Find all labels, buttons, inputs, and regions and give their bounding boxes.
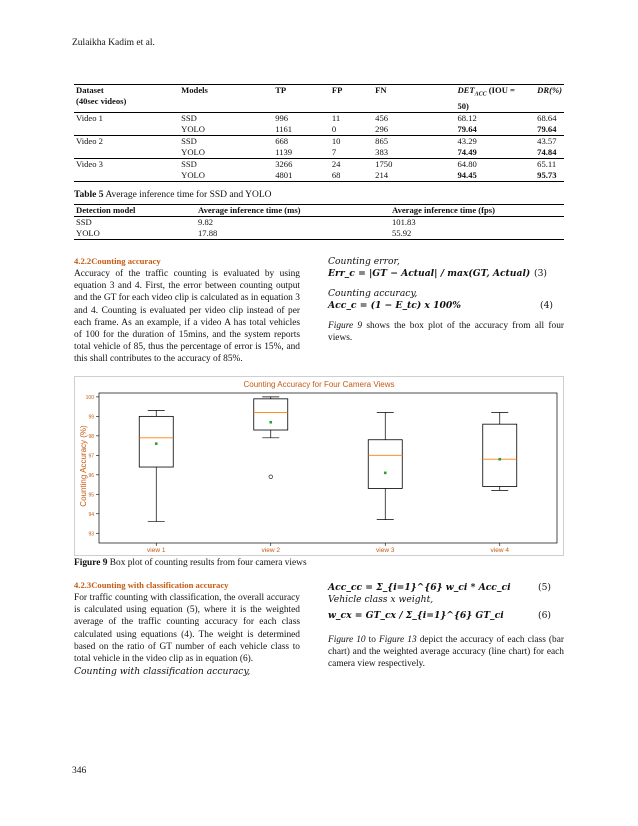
cell-det: 79.64 (457, 123, 477, 134)
x-tick-label: view 1 (147, 547, 166, 554)
eq5-label: Counting with classification accuracy, (74, 666, 251, 677)
table5-caption (74, 190, 272, 200)
cell-video (74, 170, 179, 182)
y-tick-label: 100 (85, 394, 94, 401)
cell-dr: 65.11 (535, 158, 564, 170)
fig10-ref: Figure 10 (328, 635, 366, 645)
cell-fp: 24 (330, 158, 373, 170)
figure9-label: Figure 9 (74, 558, 108, 568)
header-dataset: Dataset (76, 85, 104, 95)
y-tick-label: 93 (88, 531, 94, 538)
section-422-paragraph: Accuracy of the traffic counting is evaluated by using equation 3 and 4. First, the error between counting output and the GT for each video clip is calculated as in equation 3 and 4. Counting is evaluated per video clip instead of per each frame. As an example, if a video A has total vehicles of 100 for the duration of 15mins, and the system reports total vehicle of 85, thus the percentage of error is 15%, and this shall contributes to the accuracy of 85%. (74, 269, 300, 365)
cell-model: SSD (179, 112, 273, 124)
cell-video (74, 124, 179, 136)
header-dr: DR(%) (537, 85, 562, 95)
chart-plot-area (99, 393, 557, 543)
cell-tp: 996 (273, 112, 330, 124)
cell-dr: 95.73 (535, 170, 564, 182)
eq5-number: (5) (538, 582, 552, 593)
fig13-ref: Figure 13 (379, 635, 417, 645)
cell-dr: 79.64 (537, 123, 557, 134)
cell-fn: 296 (375, 123, 389, 134)
y-tick-label: 95 (88, 492, 94, 499)
fig-ref-mid: to (365, 635, 380, 645)
equation-5: Acc_cc = Σ_{i=1}^{6} w_ci * Acc_ci (328, 582, 511, 593)
mean-marker (269, 421, 272, 424)
x-tick-label: view 2 (261, 547, 280, 554)
x-tick-label: view 3 (376, 547, 395, 554)
page-number: 346 (72, 766, 87, 776)
table-row (74, 170, 564, 182)
cell-fn: 1750 (373, 158, 455, 170)
cell-fn: 456 (373, 112, 455, 124)
mean-marker (498, 458, 501, 461)
cell-dr: 43.57 (535, 135, 564, 147)
cell-dr: 68.64 (535, 112, 564, 124)
section-heading-422: 4.2.2Counting accuracy (74, 256, 161, 266)
table-row (74, 158, 564, 170)
cell-model: SSD (76, 217, 92, 227)
y-tick-label: 98 (88, 433, 94, 440)
mean-marker (155, 442, 158, 445)
cell-det: 94.45 (455, 170, 535, 182)
table-row (74, 228, 564, 240)
cell-model: SSD (179, 158, 273, 170)
chart-title: Counting Accuracy for Four Camera Views (243, 380, 395, 389)
y-tick-label: 94 (88, 511, 94, 518)
running-header-author: Zulaikha Kadim et al. (72, 38, 155, 48)
table5-caption-label: Table 5 (74, 190, 104, 200)
cell-video: Video 3 (74, 158, 179, 170)
cell-fn: 383 (375, 146, 389, 157)
outlier-point (269, 475, 273, 479)
box-plot-chart (75, 377, 563, 555)
table-row (74, 135, 564, 147)
eq4-number: (4) (540, 300, 554, 311)
cell-dr: 74.84 (537, 146, 557, 157)
header-tp: TP (275, 85, 287, 95)
header-det-rest2: 50) (457, 100, 469, 111)
header-detection-model: Detection model (76, 205, 136, 215)
cell-model: YOLO (179, 170, 273, 182)
cell-fp: 68 (330, 170, 373, 182)
table-header-row (74, 85, 564, 113)
box-iqr (483, 424, 517, 486)
fig9-reference-paragraph (328, 320, 564, 344)
fig-ref-text: depict the accuracy of each class (bar chart) and the weighted average accuracy (line chart) for each camera view respectively. (328, 635, 565, 670)
chart-y-axis-label: Counting Accuracy (%) (79, 425, 88, 507)
cell-model: SSD (179, 135, 273, 147)
cell-video: Video 2 (74, 135, 179, 147)
cell-model: YOLO (181, 146, 205, 157)
box-iqr (254, 399, 288, 430)
table-header-row (74, 205, 564, 217)
cell-det: 64.80 (455, 158, 535, 170)
header-det-sub: ACC (474, 91, 487, 98)
header-det: DET (457, 85, 475, 95)
cell-tp: 668 (273, 135, 330, 147)
cell-fn: 214 (373, 170, 455, 182)
cell-model: YOLO (74, 228, 196, 240)
section-423-paragraph: For traffic counting with classification, the overall accuracy is calculated using equation (5), where it is the weighted average of the traffic counting accuracy for each class calculated using equations (4). The weight is determined based on the ratio of GT number of each vehicle class to total vehicle in the video clip as in equation (6). (74, 593, 300, 665)
cell-fps: 101.83 (392, 217, 416, 227)
eq6-label: Vehicle class x weight, (328, 594, 434, 605)
header-fn: FN (375, 85, 387, 95)
cell-video: Video 1 (74, 112, 179, 124)
box-iqr (368, 440, 402, 489)
cell-det: 68.12 (455, 112, 535, 124)
cell-fp: 0 (331, 123, 337, 134)
cell-tp: 4801 (273, 170, 330, 182)
cell-tp: 1161 (275, 123, 293, 134)
figure9-caption-text: Box plot of counting results from four camera views (107, 558, 307, 568)
eq3-label: Counting error, (328, 256, 400, 267)
cell-fp: 7 (331, 146, 337, 157)
eq6-number: (6) (538, 610, 552, 621)
cell-fp: 10 (330, 135, 373, 147)
y-tick-label: 99 (88, 414, 94, 421)
section-heading-423: 4.2.3Counting with classification accuracy (74, 580, 229, 590)
header-dataset-sub: (40sec videos) (76, 96, 127, 106)
table-row (74, 147, 564, 159)
box-iqr (139, 416, 173, 467)
eq3-number: (3) (534, 268, 548, 279)
cell-fp: 11 (330, 112, 373, 124)
mean-marker (384, 472, 387, 475)
fig9-ref: Figure 9 (328, 321, 363, 331)
detection-results-table (74, 84, 564, 182)
fig9-ref-text: shows the box plot of the accuracy from all four views. (328, 321, 565, 344)
y-tick-label: 96 (88, 472, 94, 479)
table5-caption-text: Average inference time for SSD and YOLO (103, 190, 272, 200)
table-row (74, 124, 564, 136)
cell-model: YOLO (181, 123, 205, 134)
cell-video (74, 147, 179, 159)
equation-6: w_cx = GT_cx / Σ_{i=1}^{6} GT_ci (328, 610, 504, 621)
figure9-caption (74, 558, 307, 568)
cell-det: 74.49 (457, 146, 477, 157)
x-tick-label: view 4 (490, 547, 509, 554)
figure9-chart-frame (74, 376, 564, 556)
cell-fn: 865 (373, 135, 455, 147)
cell-det: 43.29 (455, 135, 535, 147)
cell-tp: 3266 (273, 158, 330, 170)
table-row (74, 217, 564, 229)
cell-fps: 55.92 (390, 228, 564, 240)
cell-ms: 17.88 (196, 228, 390, 240)
cell-ms: 9.82 (198, 217, 214, 227)
cell-tp: 1139 (275, 146, 293, 157)
inference-time-table (74, 204, 564, 240)
header-inference-ms: Average inference time (ms) (198, 205, 301, 215)
header-det-rest: (IOU = (486, 85, 515, 95)
y-tick-label: 97 (88, 453, 94, 460)
fig10-13-reference-paragraph (328, 634, 564, 671)
header-inference-fps: Average inference time (fps) (392, 205, 496, 215)
table-row (74, 112, 564, 124)
equation-3: Err_c = |GT − Actual| / max(GT, Actual) (328, 268, 531, 279)
header-models: Models (181, 85, 208, 95)
equation-4: Acc_c = (1 − E_tc) x 100% (328, 300, 461, 311)
eq4-label: Counting accuracy, (328, 288, 418, 299)
header-fp: FP (331, 85, 343, 95)
